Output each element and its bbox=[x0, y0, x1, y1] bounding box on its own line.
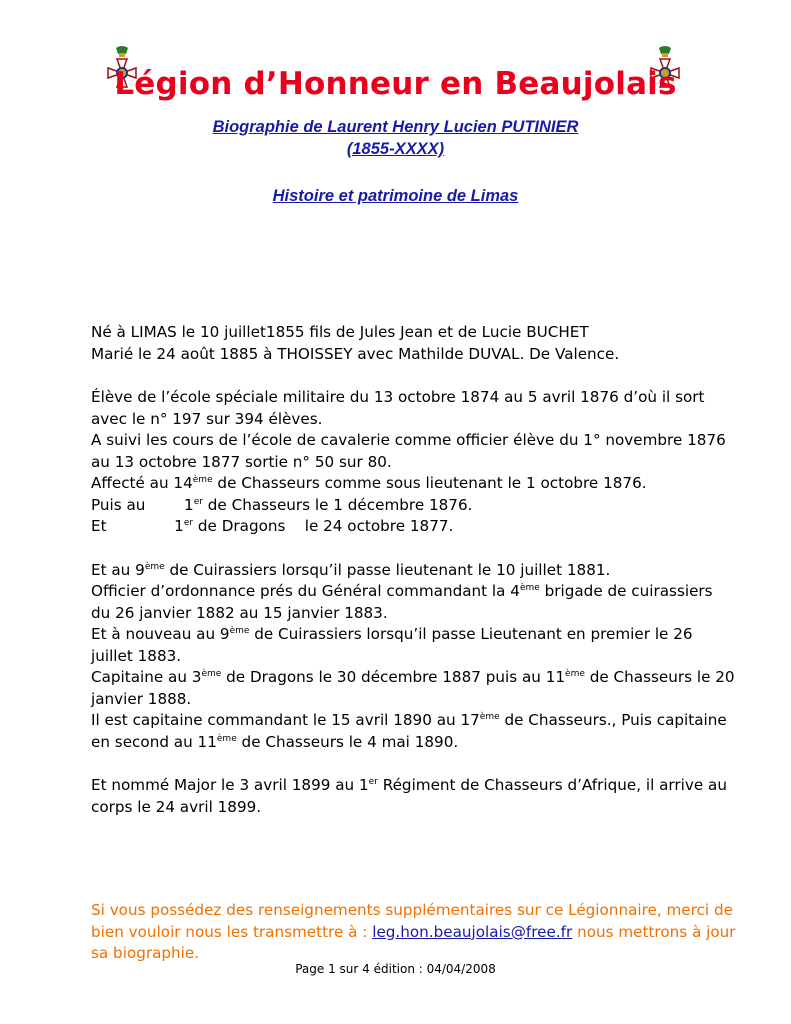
body-line: Élève de l’école spéciale militaire du 13 octobre 1874 au 5 avril 1876 d’où il sort bbox=[91, 388, 705, 406]
note-line: bien vouloir nous les transmettre à : leg.hon.beaujolais@free.fr nous mettrons à jour bbox=[91, 922, 736, 941]
body-line: Officier d’ordonnance prés du Général commandant la 4ème brigade de cuirassiers bbox=[91, 582, 713, 600]
page-footer: Page 1 sur 4 édition : 04/04/2008 bbox=[295, 962, 496, 976]
body-line: du 26 janvier 1882 au 15 janvier 1883. bbox=[91, 603, 388, 622]
history-link[interactable]: Histoire et patrimoine de Limas bbox=[272, 187, 519, 205]
note-line: Si vous possédez des renseignements supplémentaires sur ce Légionnaire, merci de bbox=[91, 901, 733, 919]
body-line: en second au 11ème de Chasseurs le 4 mai 1890. bbox=[91, 732, 459, 751]
body-line: avec le n° 197 sur 394 élèves. bbox=[91, 409, 323, 428]
body-line: Puis au 1er de Chasseurs le 1 décembre 1876. bbox=[91, 495, 473, 514]
biography-subtitle[interactable]: Biographie de Laurent Henry Lucien PUTINIER bbox=[212, 118, 579, 136]
birth-line: Né à LIMAS le 10 juillet1855 fils de Jules Jean et de Lucie BUCHET bbox=[91, 323, 589, 341]
body-line: Et nommé Major le 3 avril 1899 au 1er Régiment de Chasseurs d’Afrique, il arrive au bbox=[91, 776, 727, 794]
body-line: Capitaine au 3ème de Dragons le 30 décembre 1887 puis au 11ème de Chasseurs le 20 bbox=[91, 668, 735, 686]
biography-dates[interactable]: (1855-XXXX) bbox=[346, 140, 445, 158]
note-line: sa biographie. bbox=[91, 944, 200, 962]
email-link[interactable]: leg.hon.beaujolais@free.fr bbox=[372, 922, 573, 941]
body-line: Et à nouveau au 9ème de Cuirassiers lorsqu’il passe Lieutenant en premier le 26 bbox=[91, 625, 693, 643]
body-line: juillet 1883. bbox=[91, 646, 182, 665]
body-line: janvier 1888. bbox=[91, 689, 192, 708]
body-line: A suivi les cours de l’école de cavalerie comme officier élève du 1° novembre 1876 bbox=[91, 431, 726, 449]
body-line: au 13 octobre 1877 sortie n° 50 sur 80. bbox=[91, 452, 392, 471]
body-line: Et au 9ème de Cuirassiers lorsqu’il passe lieutenant le 10 juillet 1881. bbox=[91, 560, 611, 579]
page-title: Légion d’Honneur en Beaujolais bbox=[114, 66, 677, 102]
biography-body bbox=[91, 322, 735, 818]
contact-note bbox=[91, 900, 736, 965]
body-line: Affecté au 14ème de Chasseurs comme sous lieutenant le 1 octobre 1876. bbox=[91, 474, 647, 492]
body-line: corps le 24 avril 1899. bbox=[91, 797, 262, 816]
body-line: Il est capitaine commandant le 15 avril 1890 au 17ème de Chasseurs., Puis capitaine bbox=[91, 711, 727, 729]
body-line: Et 1er de Dragons le 24 octobre 1877. bbox=[91, 517, 454, 535]
marriage-line: Marié le 24 août 1885 à THOISSEY avec Mathilde DUVAL. De Valence. bbox=[91, 344, 620, 363]
